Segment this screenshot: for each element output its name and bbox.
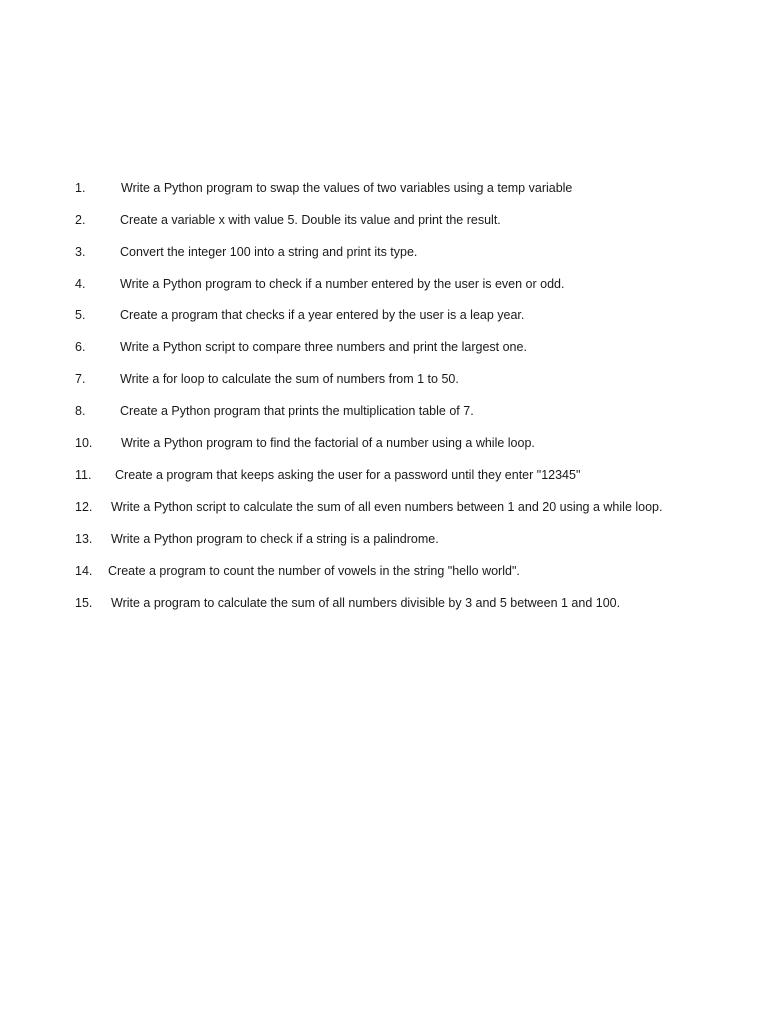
item-text: Create a variable x with value 5. Double its value and print the result.: [120, 213, 501, 227]
item-text: Create a program to count the number of vowels in the string "hello world".: [108, 564, 520, 578]
list-item: [0, 369, 768, 389]
list-item: [0, 178, 768, 198]
item-number: 10.: [75, 436, 93, 450]
item-text: Create a program that keeps asking the user for a password until they enter "12345": [115, 468, 581, 482]
item-number: 11.: [75, 468, 92, 482]
list-item: [0, 274, 768, 294]
list-item: [0, 593, 768, 613]
item-number: 13.: [75, 532, 93, 546]
list-item: [0, 561, 768, 581]
item-number: 15.: [75, 596, 93, 610]
item-text: Create a Python program that prints the multiplication table of 7.: [120, 404, 474, 418]
item-number: 4.: [75, 277, 86, 291]
list-item: [0, 337, 768, 357]
list-item: [0, 305, 768, 325]
item-number: 2.: [75, 213, 86, 227]
list-item: [0, 433, 768, 453]
item-number: 5.: [75, 308, 86, 322]
item-number: 6.: [75, 340, 86, 354]
list-item: [0, 497, 768, 517]
item-text: Write a Python program to swap the values of two variables using a temp variable: [121, 181, 573, 195]
list-item: [0, 401, 768, 421]
item-text: Write a Python script to compare three numbers and print the largest one.: [120, 340, 527, 354]
list-item: [0, 465, 768, 485]
item-text: Write a Python program to find the factorial of a number using a while loop.: [121, 436, 535, 450]
item-number: 1.: [75, 181, 86, 195]
item-text: Convert the integer 100 into a string and print its type.: [120, 245, 418, 259]
item-number: 12.: [75, 500, 93, 514]
item-number: 3.: [75, 245, 86, 259]
item-number: 7.: [75, 372, 86, 386]
list-item: [0, 529, 768, 549]
item-text: Write a Python program to check if a number entered by the user is even or odd.: [120, 277, 565, 291]
item-text: Write a Python program to check if a string is a palindrome.: [111, 532, 439, 546]
item-text: Create a program that checks if a year entered by the user is a leap year.: [120, 308, 525, 322]
item-text: Write a program to calculate the sum of all numbers divisible by 3 and 5 between 1 and 100.: [111, 596, 621, 610]
item-text: Write a Python script to calculate the sum of all even numbers between 1 and 20 using a while loop.: [111, 500, 663, 514]
list-item: [0, 210, 768, 230]
list-item: [0, 242, 768, 262]
item-text: Write a for loop to calculate the sum of numbers from 1 to 50.: [120, 372, 459, 386]
item-number: 14.: [75, 564, 93, 578]
item-number: 8.: [75, 404, 86, 418]
